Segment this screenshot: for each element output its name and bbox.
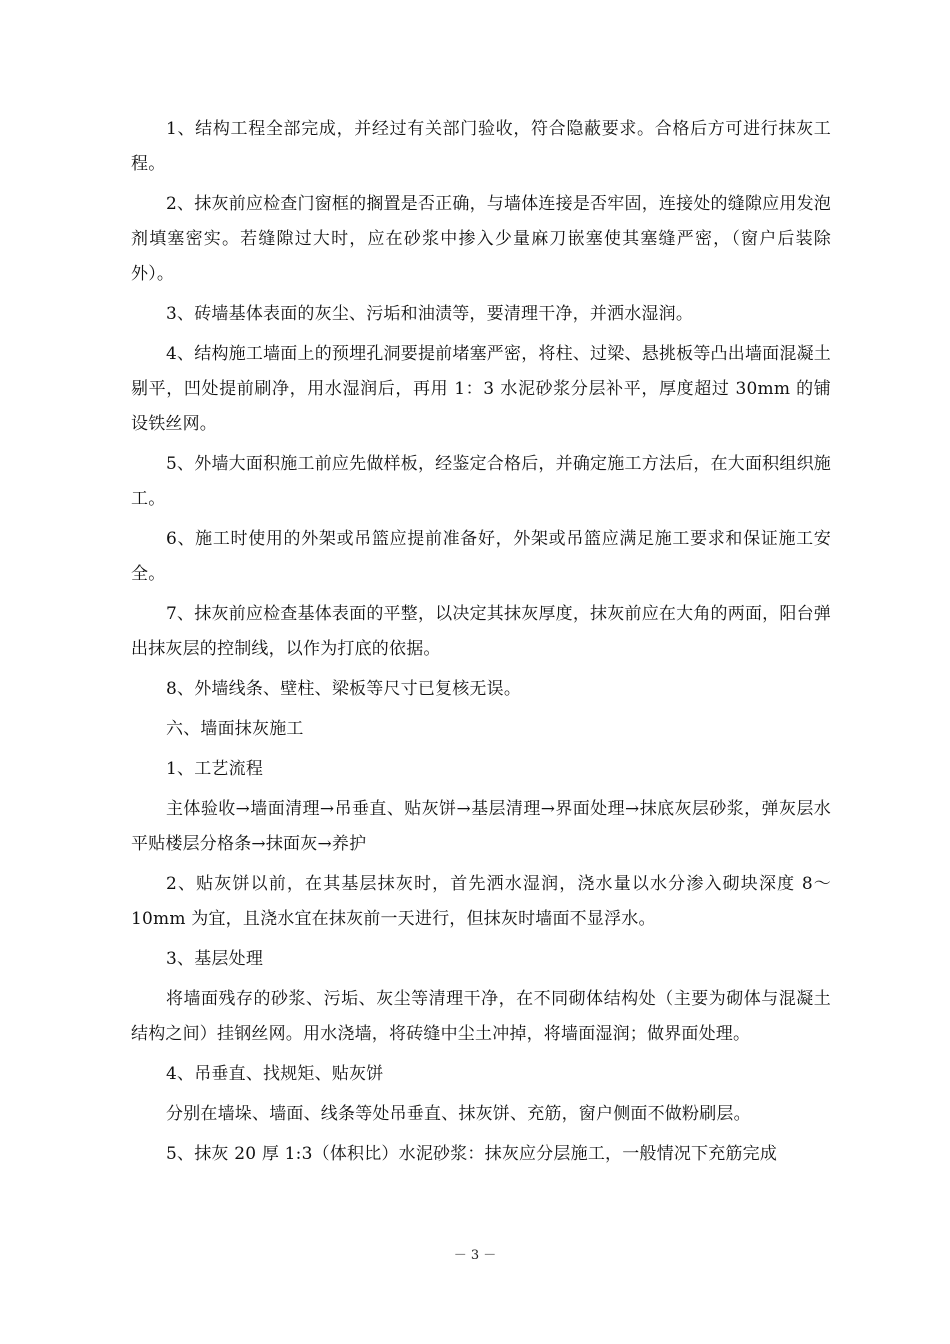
paragraph-base-treatment: 将墙面残存的砂浆、污垢、灰尘等清理干净，在不同砌体结构处（主要为砌体与混凝土结构之间）挂钢丝网。用水浇墙，将砖缝中尘土冲掉，将墙面湿润；做界面处理。 [131, 989, 831, 1044]
subheading-base-treatment: 3、基层处理 [166, 949, 264, 969]
page-number: － 3 － [453, 1248, 497, 1263]
paragraph-8: 8、外墙线条、壁柱、梁板等尺寸已复核无误。 [166, 679, 522, 699]
paragraph-4: 4、结构施工墙面上的预埋孔洞要提前堵塞严密，将柱、过梁、悬挑板等凸出墙面混凝土剔平，凹处提前刷净，用水湿润后，再用 1：3 水泥砂浆分层补平，厚度超过 30mm 的铺设铁丝网。 [131, 344, 831, 434]
paragraph-plastering: 5、抹灰 20 厚 1:3（体积比）水泥砂浆：抹灰应分层施工，一般情况下充筋完成 [166, 1144, 778, 1164]
paragraph-2: 2、抹灰前应检查门窗框的搁置是否正确，与墙体连接是否牢固，连接处的缝隙应用发泡剂填塞密实。若缝隙过大时，应在砂浆中掺入少量麻刀嵌塞使其塞缝严密，（窗户后装除外）。 [131, 194, 831, 284]
paragraph-3: 3、砖墙基体表面的灰尘、污垢和油渍等，要清理干净，并洒水湿润。 [166, 304, 694, 324]
subheading-process: 1、工艺流程 [166, 759, 264, 779]
paragraph-7: 7、抹灰前应检查基体表面的平整，以决定其抹灰厚度，抹灰前应在大角的两面，阳台弹出抹灰层的控制线，以作为打底的依据。 [131, 604, 831, 659]
subheading-plumb: 4、吊垂直、找规矩、贴灰饼 [166, 1064, 384, 1084]
document-body [131, 112, 831, 1177]
paragraph-5: 5、外墙大面积施工前应先做样板，经鉴定合格后，并确定施工方法后，在大面积组织施工。 [131, 454, 831, 509]
section-heading: 六、墙面抹灰施工 [166, 719, 304, 739]
paragraph-cake-prep: 2、贴灰饼以前，在其基层抹灰时，首先洒水湿润，浇水量以水分渗入砌块深度 8～10mm 为宜，且浇水宜在抹灰前一天进行，但抹灰时墙面不显浮水。 [131, 874, 831, 929]
paragraph-6: 6、施工时使用的外架或吊篮应提前准备好，外架或吊篮应满足施工要求和保证施工安全。 [131, 529, 831, 584]
paragraph-1: 1、结构工程全部完成，并经过有关部门验收，符合隐蔽要求。合格后方可进行抹灰工程。 [131, 119, 831, 174]
paragraph-process-flow: 主体验收→墙面清理→吊垂直、贴灰饼→基层清理→界面处理→抹底灰层砂浆，弹灰层水平贴楼层分格条→抹面灰→养护 [131, 799, 831, 854]
paragraph-plumb: 分别在墙垛、墙面、线条等处吊垂直、抹灰饼、充筋，窗户侧面不做粉刷层。 [166, 1104, 751, 1124]
